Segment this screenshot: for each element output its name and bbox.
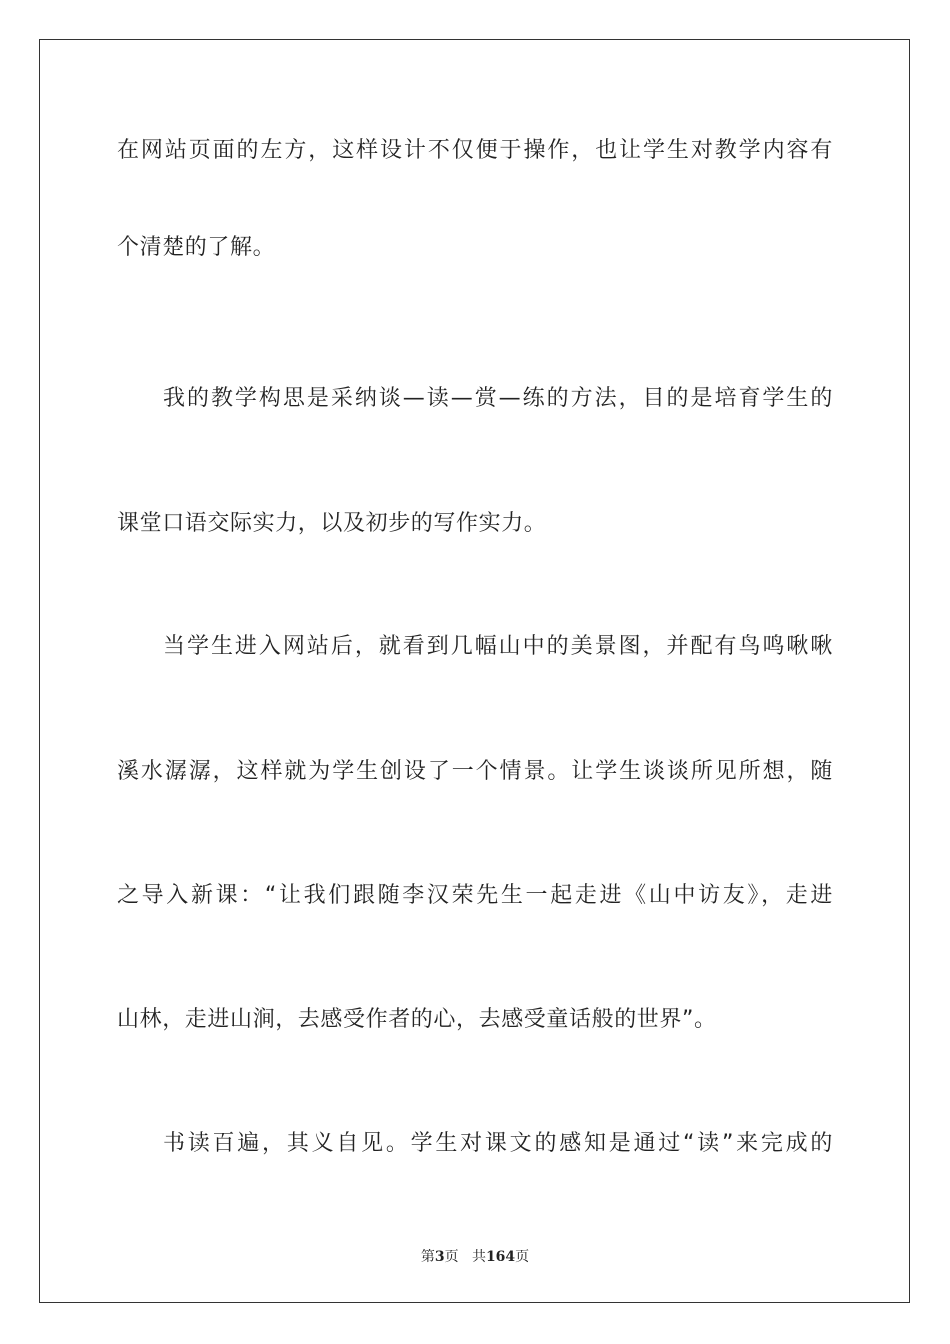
total-page-count: 164 (485, 1249, 516, 1265)
footer-total-suffix: 页 (515, 1249, 530, 1265)
footer-page-suffix: 页 (444, 1249, 459, 1265)
text-line-3: 我的教学构思是采纳谈—读—赏—练的方法，目的是培育学生的 (163, 386, 833, 411)
footer-prefix: 第 (420, 1249, 435, 1265)
text-line-8: 山林，走进山涧，去感受作者的心，去感受童话般的世界”。 (117, 1007, 717, 1032)
text-line-2: 个清楚的了解。 (117, 235, 276, 260)
page-border (39, 39, 910, 1303)
text-line-5: 当学生进入网站后，就看到几幅山中的美景图，并配有鸟鸣啾啾 (163, 634, 833, 659)
text-line-6: 溪水潺潺，这样就为学生创设了一个情景。让学生谈谈所见所想，随 (117, 759, 833, 784)
text-line-1: 在网站页面的左方，这样设计不仅便于操作，也让学生对教学内容有 (117, 138, 833, 163)
text-line-7: 之导入新课：“让我们跟随李汉荣先生一起走进《山中访友》，走进 (117, 883, 833, 908)
page-footer (0, 1247, 950, 1267)
text-line-4: 课堂口语交际实力，以及初步的写作实力。 (117, 511, 547, 536)
footer-total-prefix: 共 (471, 1249, 486, 1265)
current-page-number: 3 (434, 1249, 445, 1265)
text-line-9: 书读百遍，其义自见。学生对课文的感知是通过“读”来完成的 (163, 1131, 833, 1156)
